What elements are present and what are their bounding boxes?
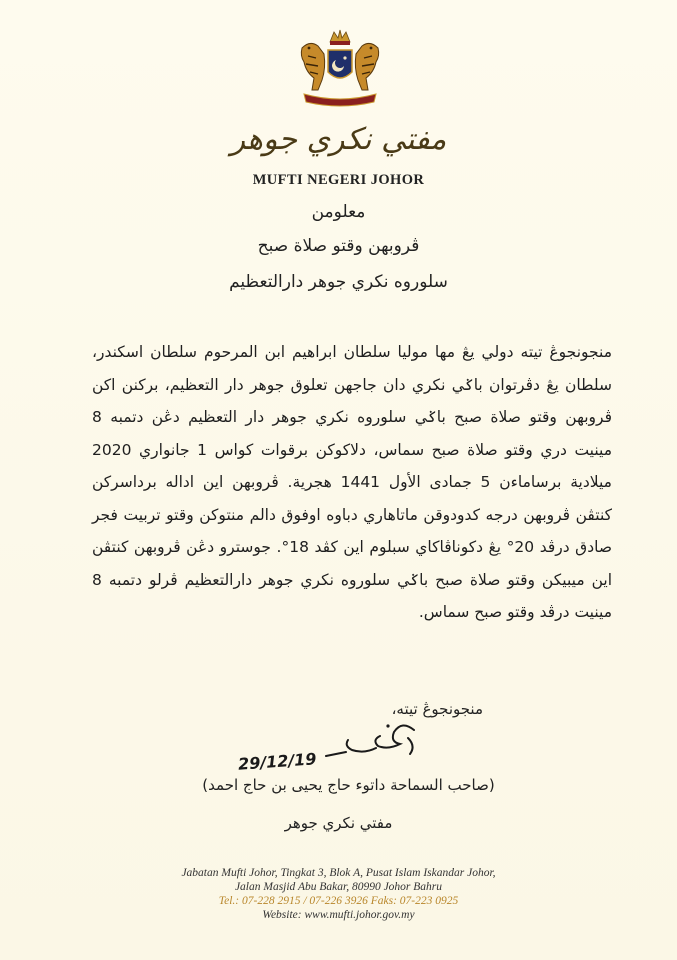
office-name: MUFTI NEGERI JOHOR	[252, 172, 425, 188]
handwritten-signature-icon	[318, 716, 428, 766]
heading-line-2: ڤروبهن وقتو صلاة صبح	[257, 236, 420, 256]
jawi-logo-text: مفتي نکري جوهر	[230, 122, 447, 157]
signer-title: مفتي نکري جوهر	[284, 814, 393, 832]
signer-name: (صاحب السماحة داتوء حاج يحيى بن حاج احمد)	[202, 776, 495, 794]
body-paragraph: منجونجوڠ تيته دولي يڠ مها موليا سلطان ابراهيم ابن المرحوم سلطان اسکندر، سلطان يڠ دڤرتوان باݢي نکري دان جاجهن تعلوق جوهر دار التعظيم، برکنن اکن ڤروبهن وقتو صلاة صبح باݢي سلوروه نکري جوهر دار التعظيم دڠن دتمبه 8 مينيت دري وقتو صلاة صبح سماس، دلاکوکن برقوات کواس 1 جانواري 2020 ميلادية برساماءن 5 جمادى الأول 1441 هجرية. ڤروبهن اين اداله برداسرکن کنتڤن ڤروبهن درجه کدودوقن ماتاهاري دباوه اوفوق دالم منتوکن وقتو تربيت فجر صادق درڤد 20° يڠ دکوناڤاکاي سبلوم اين کڤد 18°. جوسترو دڠن ڤروبهن کنتڤن اين ميبيکن وقتو صلاة صبح باݢي سلوروه نکري جوهر دارالتعظيم ڤرلو دتمبه 8 مينيت درڤد وقتو صبح سماس.	[92, 343, 612, 621]
heading-line-3: سلوروه نکري جوهر دارالتعظيم	[229, 272, 448, 292]
johor-crest-icon	[292, 28, 388, 110]
signature-date: 29/12/19	[237, 749, 318, 774]
letter-footer	[0, 866, 677, 922]
footer-address-line-1: Jabatan Mufti Johor, Tingkat 3, Blok A, Pusat Islam Iskandar Johor,	[181, 867, 496, 879]
closing-greeting: منجونجوڠ تيته،	[391, 700, 483, 718]
heading-line-1: معلومن	[311, 202, 366, 222]
footer-website: Website: www.mufti.johor.gov.my	[262, 909, 415, 921]
footer-contact: Tel.: 07-228 2915 / 07-226 3926 Faks: 07-223 0925	[218, 895, 459, 907]
footer-address-line-2: Jalan Masjid Abu Bakar, 80990 Johor Bahru	[234, 881, 443, 893]
